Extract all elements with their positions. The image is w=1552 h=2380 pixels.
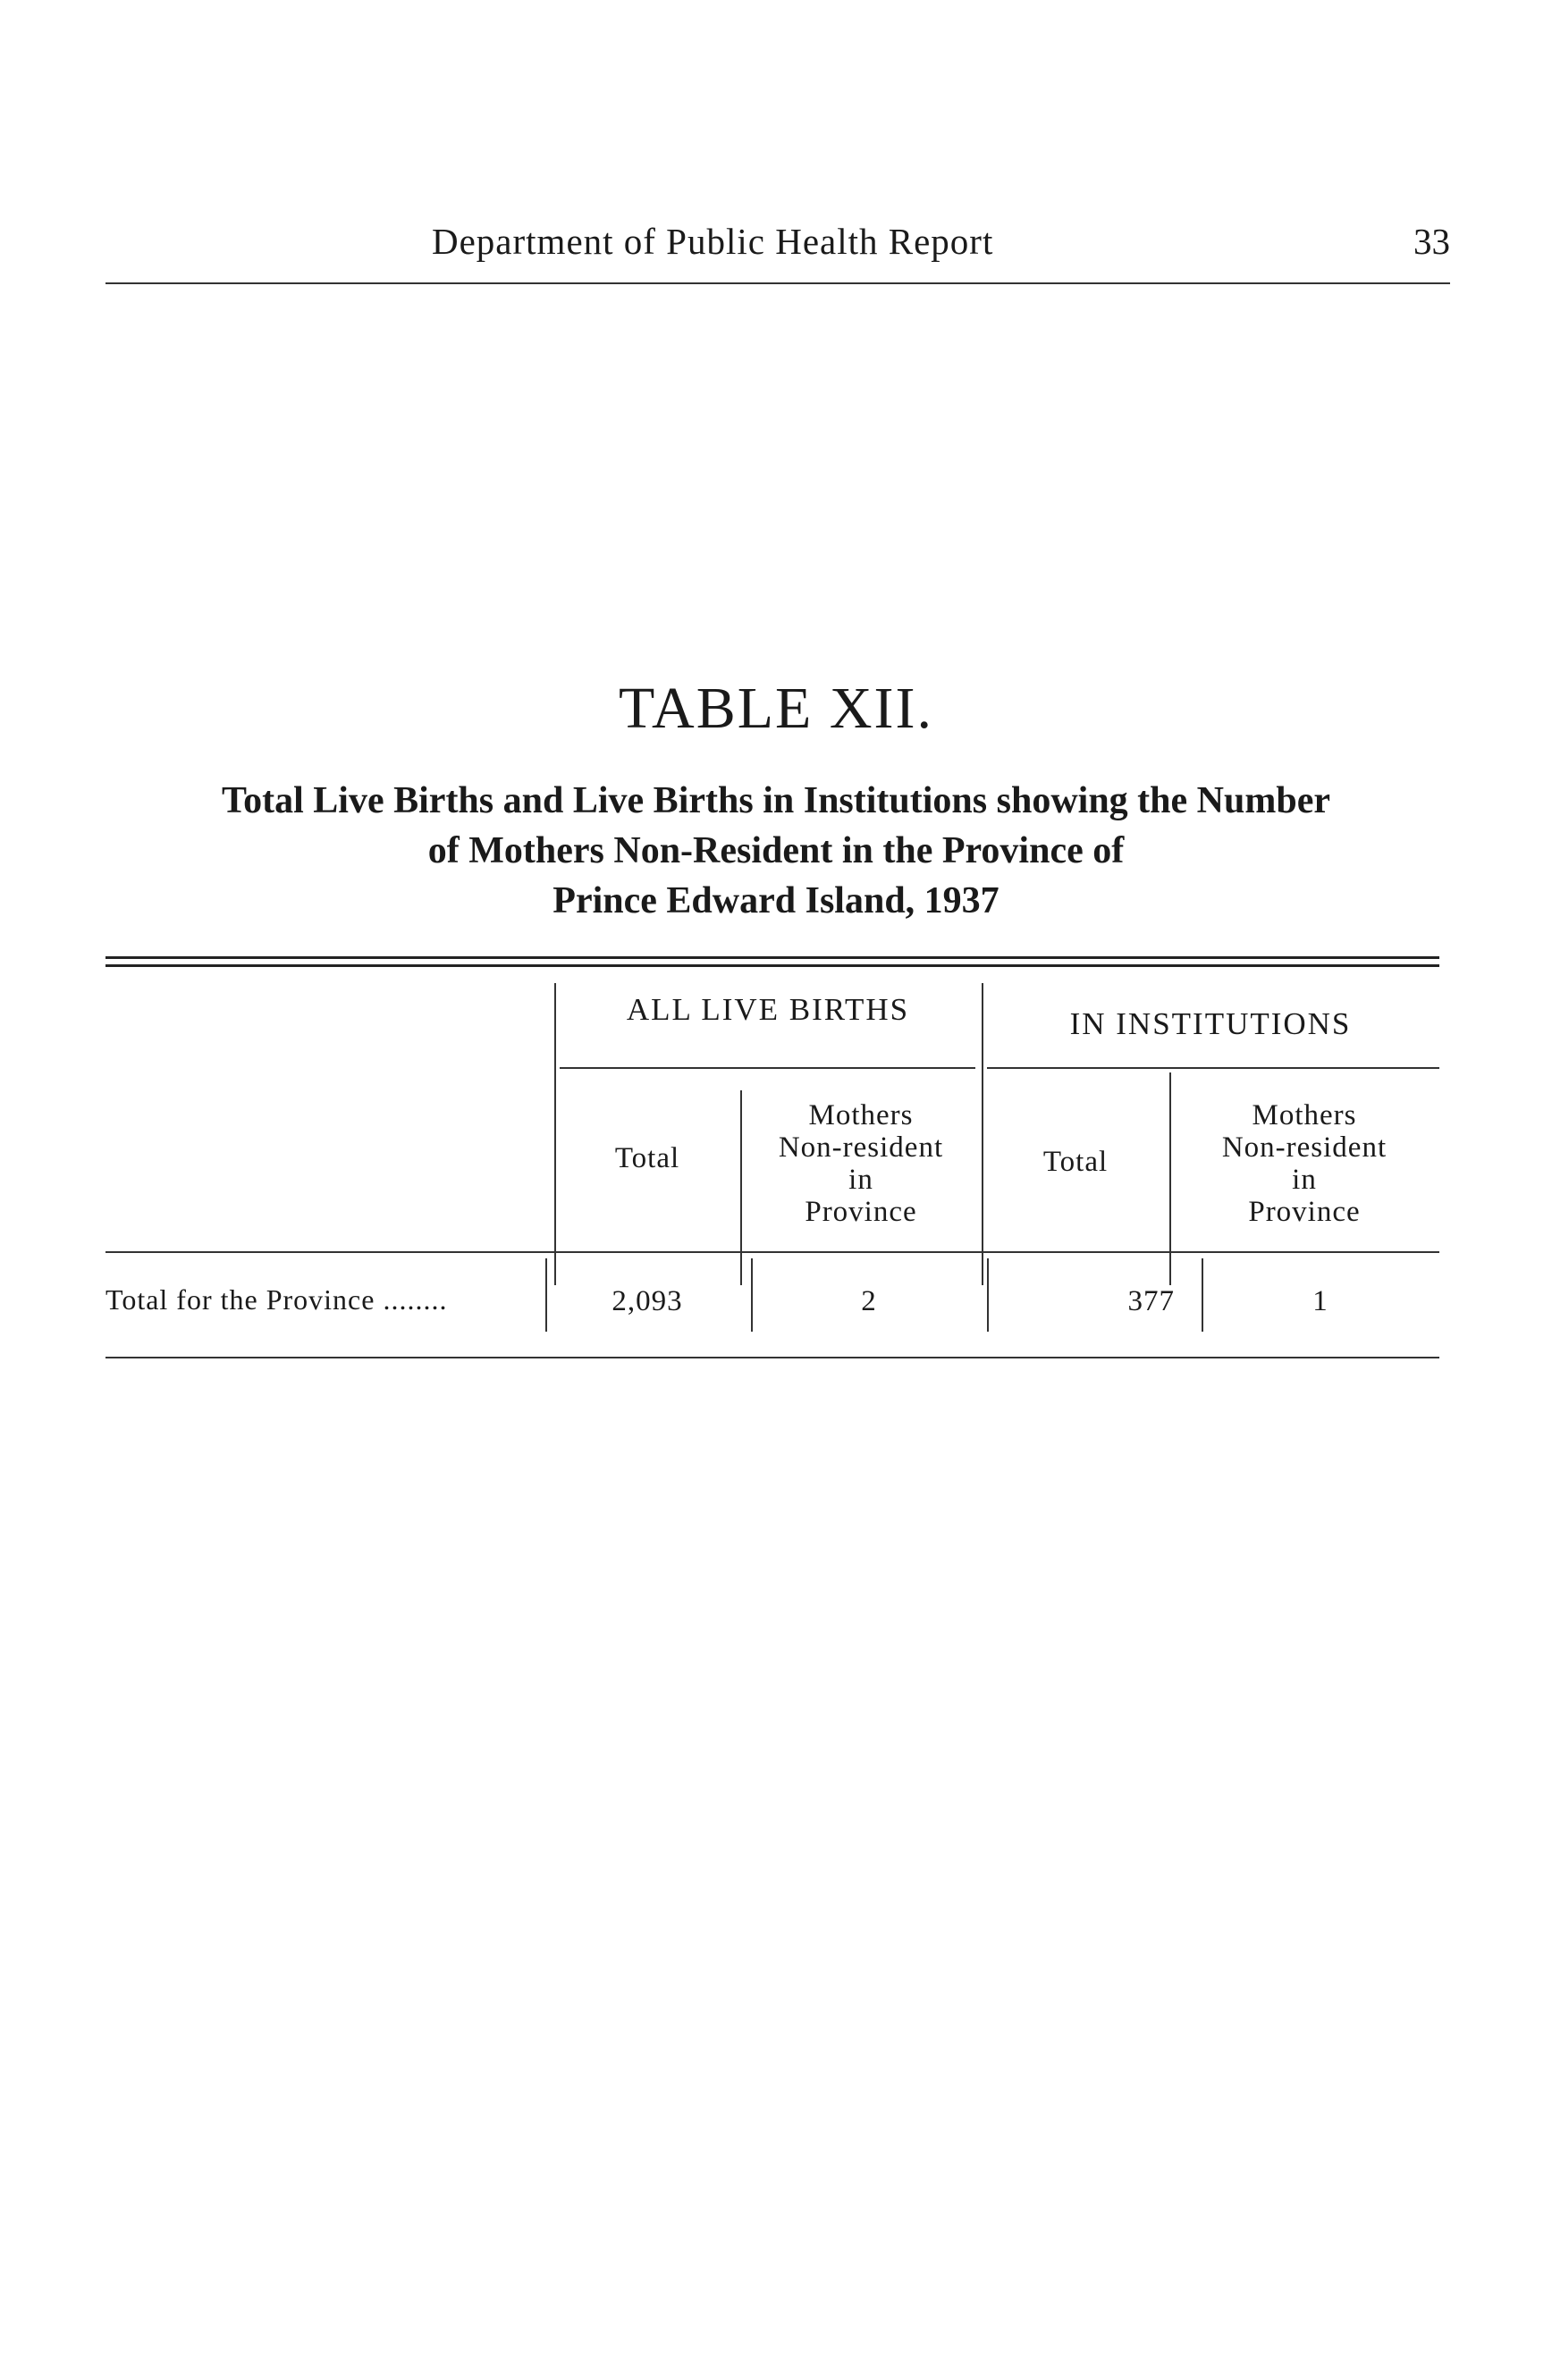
column-divider [554, 983, 556, 1285]
row-label: Total for the Province ........ [105, 1283, 448, 1316]
header-line: Non-resident [778, 1131, 944, 1164]
page-number: 33 [1413, 221, 1450, 262]
caption-line: Prince Edward Island, 1937 [552, 880, 1000, 921]
column-header-total: Total [614, 1142, 680, 1174]
table-caption [98, 776, 1454, 926]
cell-all-live-births-non-resident: 2 [861, 1285, 877, 1317]
row-divider [545, 1258, 547, 1332]
group-underline [560, 1067, 975, 1069]
header-bottom-rule [105, 1251, 1439, 1253]
header-line: in [1292, 1164, 1317, 1196]
header-line: Non-resident [1221, 1131, 1388, 1164]
running-head-title: Department of Public Health Report [432, 221, 994, 262]
table-top-rule [105, 956, 1439, 959]
group-header-in-institutions: IN INSTITUTIONS [1069, 1006, 1352, 1041]
cell-all-live-births-total: 2,093 [612, 1285, 683, 1317]
column-header-mothers-non-resident [1169, 1099, 1439, 1228]
caption-line: Total Live Births and Live Births in Institutions showing the Number [221, 780, 1330, 821]
caption-line: of Mothers Non-Resident in the Province of [427, 830, 1125, 871]
header-line: Province [1248, 1196, 1361, 1228]
cell-institutions-total [987, 1285, 1202, 1317]
column-header-total: Total [1042, 1146, 1109, 1178]
cell-institutions-non-resident: 1 [1312, 1285, 1328, 1317]
table-title: TABLE XII. [619, 676, 933, 741]
header-line: Mothers [1252, 1099, 1357, 1131]
table-top-rule [105, 964, 1439, 967]
table-bottom-rule [105, 1357, 1439, 1358]
group-underline [987, 1067, 1439, 1069]
running-head [105, 211, 1450, 284]
header-line: Mothers [808, 1099, 914, 1131]
header-line: Province [805, 1196, 917, 1228]
column-header-mothers-non-resident [740, 1099, 982, 1228]
header-line: in [848, 1164, 873, 1196]
group-header-all-live-births: ALL LIVE BIRTHS [626, 992, 910, 1027]
cell-value: 377 [1127, 1285, 1175, 1317]
